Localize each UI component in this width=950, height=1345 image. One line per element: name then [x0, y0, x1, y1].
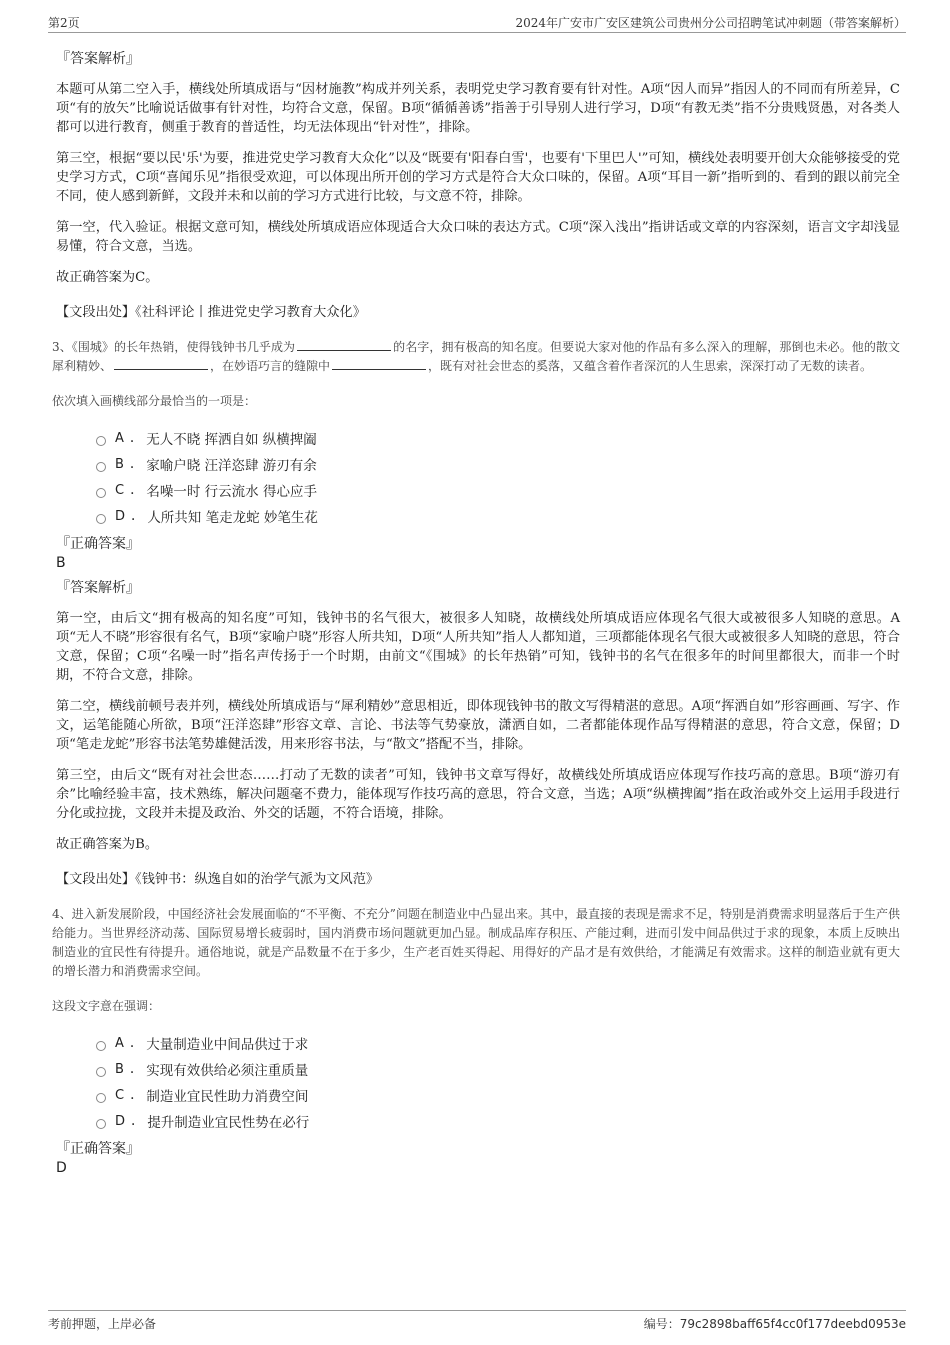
radio-button[interactable] [96, 514, 106, 524]
question-number: 3、 [52, 340, 72, 354]
option-b[interactable]: B . 家喻户晓 汪洋恣肆 游刃有余 [96, 451, 900, 477]
option-letter: B [115, 456, 124, 472]
conclusion: 故正确答案为C。 [56, 270, 159, 285]
radio-button[interactable] [96, 1093, 106, 1103]
source-citation: 【文段出处】《社科评论丨推进党史学习教育大众化》 [56, 305, 366, 320]
option-letter: D [115, 1113, 126, 1129]
option-text: 实现有效供给必须注重质量 [146, 1063, 309, 1079]
fill-blank [297, 339, 391, 351]
correct-answer-label: 『正确答案』 [56, 1141, 140, 1157]
question-number: 4、 [52, 907, 72, 921]
option-text: 家喻户晓 汪洋恣肆 游刃有余 [146, 458, 317, 474]
radio-button[interactable] [96, 1119, 106, 1129]
question-4 [52, 905, 900, 1014]
option-c[interactable]: C . 制造业宜民性助力消费空间 [96, 1082, 900, 1108]
radio-button[interactable] [96, 488, 106, 498]
radio-button[interactable] [96, 1041, 106, 1051]
analysis-paragraph: 第二空，横线前顿号表并列，横线处所填成语与“犀利精妙”意思相近，即体现钱钟书的散文写得精湛的意思。A项“挥洒自如”形容画画、写字、作文，运笔能随心所欲，B项“汪洋恣肆”形容文章、言论、书法等气势豪放，潇洒自如，二者都能体现作品写得精湛的意思，符合文意，保留；D项“笔走龙蛇”形容书法笔势雄健活泼，用来形容书法，与“散文”搭配不当，排除。 [56, 699, 900, 752]
option-a[interactable]: A . 无人不晓 挥洒自如 纵横捭阖 [96, 425, 900, 451]
analysis-paragraph: 第一空，代入验证。根据文意可知，横线处所填成语应体现适合大众口味的表达方式。C项“深入浅出”指讲话或文章的内容深刻，语言文字却浅显易懂，符合文意，当选。 [56, 220, 900, 254]
q3-answer [56, 533, 900, 887]
correct-answer-label: 『正确答案』 [56, 536, 140, 552]
option-d[interactable]: D . 提升制造业宜民性势在必行 [96, 1108, 900, 1134]
option-text: 制造业宜民性助力消费空间 [146, 1089, 309, 1105]
option-text: 名噪一时 行云流水 得心应手 [146, 484, 317, 500]
question-prompt: 这段文字意在强调： [52, 999, 161, 1013]
option-letter: B [115, 1061, 124, 1077]
question-text-part: 《围城》的长年热销，使得钱钟书几乎成为 [71, 340, 296, 354]
question-text [52, 905, 900, 981]
question-prompt: 依次填入画横线部分最恰当的一项是： [52, 394, 257, 408]
question-3 [52, 338, 900, 409]
option-text: 提升制造业宜民性势在必行 [147, 1115, 310, 1131]
option-text: 人所共知 笔走龙蛇 妙笔生花 [147, 510, 318, 526]
radio-button[interactable] [96, 436, 106, 446]
correct-answer-value: D [56, 1160, 67, 1176]
fill-blank [332, 358, 426, 370]
option-c[interactable]: C . 名噪一时 行云流水 得心应手 [96, 477, 900, 503]
option-letter: C [115, 1087, 125, 1103]
question-text [52, 338, 900, 376]
conclusion: 故正确答案为B。 [56, 837, 159, 852]
analysis-paragraph: 本题可从第二空入手，横线处所填成语与“因材施教”构成并列关系，表明党史学习教育要有针对性。A项“因人而异”指因人的不同而有所差异，C项“有的放矢”比喻说话做事有针对性，均符合文意，保留。B项“循循善诱”指善于引导别人进行学习，D项“有教无类”指不分贵贱贤愚，对各类人都可以进行教育，侧重于教育的普适性，均无法体现出“针对性”，排除。 [56, 82, 900, 135]
analysis-label: 『答案解析』 [56, 580, 140, 596]
correct-answer-value: B [56, 555, 66, 571]
option-text: 无人不晓 挥洒自如 纵横捭阖 [146, 432, 317, 448]
fill-blank [114, 358, 208, 370]
analysis-label: 『答案解析』 [56, 51, 140, 67]
question-text-part: ，既有对社会世态的奚落，又蕴含着作者深沉的人生思索，深深打动了无数的读者。 [428, 359, 873, 373]
q3-options [96, 425, 900, 529]
option-b[interactable]: B . 实现有效供给必须注重质量 [96, 1056, 900, 1082]
option-text: 大量制造业中间品供过于求 [146, 1037, 309, 1053]
analysis-paragraph: 第一空，由后文“拥有极高的知名度”可知，钱钟书的名气很大，被很多人知晓，故横线处所填成语应体现名气很大或被很多人知晓的意思。A项“无人不晓”形容很有名气，B项“家喻户晓”形容人所共知，D项“人所共知”指人人都知道，三项都能体现名气很大或被很多人知晓的意思，符合文意，保留；C项“名噪一时”指名声传扬于一个时期，由前文“《围城》的长年热销”可知，钱钟书的名气在很多年的时间里都很大，而非一个时期，不符合文意，排除。 [56, 611, 900, 683]
q4-answer [56, 1138, 900, 1176]
option-letter: D [115, 508, 126, 524]
main-content [52, 40, 900, 1182]
document-id: 编号：79c2898baff65f4cc0f177deebd0953e [643, 1317, 906, 1331]
radio-button[interactable] [96, 462, 106, 472]
option-d[interactable]: D . 人所共知 笔走龙蛇 妙笔生花 [96, 503, 900, 529]
source-citation: 【文段出处】《钱钟书：纵逸自如的治学气派为文风范》 [56, 872, 380, 887]
question-text-part: 的名字，拥有极高的知名度。但要说大家对他的作品有多么深入的理解，那倒也未必。他的散文犀利精妙、 [52, 340, 900, 373]
q4-options [96, 1030, 900, 1134]
page-header [48, 12, 906, 33]
footer-slogan: 考前押题，上岸必备 [48, 1317, 157, 1331]
page-number: 第2页 [48, 16, 80, 30]
option-letter: A [115, 1035, 124, 1051]
analysis-paragraph: 第三空，由后文“既有对社会世态……打动了无数的读者”可知，钱钟书文章写得好，故横线处所填成语应体现写作技巧高的意思。B项“游刃有余”比喻经验丰富，技术熟练，解决问题毫不费力，能体现写作技巧高的意思，符合文意，当选；A项“纵横捭阖”指在政治或外交上运用手段进行分化或拉拢，文段并未提及政治、外交的话题，不符合语境，排除。 [56, 768, 900, 821]
q2-analysis [56, 48, 900, 320]
question-text-part: ，在妙语巧言的缝隙中 [210, 359, 331, 373]
question-text-part: 进入新发展阶段，中国经济社会发展面临的“不平衡、不充分”问题在制造业中凸显出来。其中，最直接的表现是需求不足，特别是消费需求明显落后于生产供给能力。当世界经济动荡、国际贸易增长疲弱时，国内消费市场问题就更加凸显。制成品库存积压、产能过剩，进而引发中间品供过于求的现象，本质上反映出制造业的宜民性有待提升。通俗地说，就是产品数量不在于多少，生产老百姓买得起、用得好的产品才是有效供给，才能满足有效需求。这样的制造业就有更大的增长潜力和消费需求空间。 [52, 907, 900, 978]
radio-button[interactable] [96, 1067, 106, 1077]
document-title: 2024年广安市广安区建筑公司贵州分公司招聘笔试冲刺题（带答案解析） [515, 16, 906, 30]
page-footer [48, 1310, 906, 1331]
option-letter: C [115, 482, 125, 498]
option-a[interactable]: A . 大量制造业中间品供过于求 [96, 1030, 900, 1056]
analysis-paragraph: 第三空，根据“要以民'乐'为要，推进党史学习教育大众化”以及“既要有'阳春白雪'，也要有'下里巴人'”可知，横线处表明要开创大众能够接受的党史学习方式，C项“喜闻乐见”指很受欢迎，可以体现出所开创的学习方式是符合大众口味的，保留。A项“耳目一新”指听到的、看到的跟以前完全不同，使人感到新鲜，文段并未和以前的学习方式进行比较，与文意不符，排除。 [56, 151, 900, 204]
option-letter: A [115, 430, 124, 446]
